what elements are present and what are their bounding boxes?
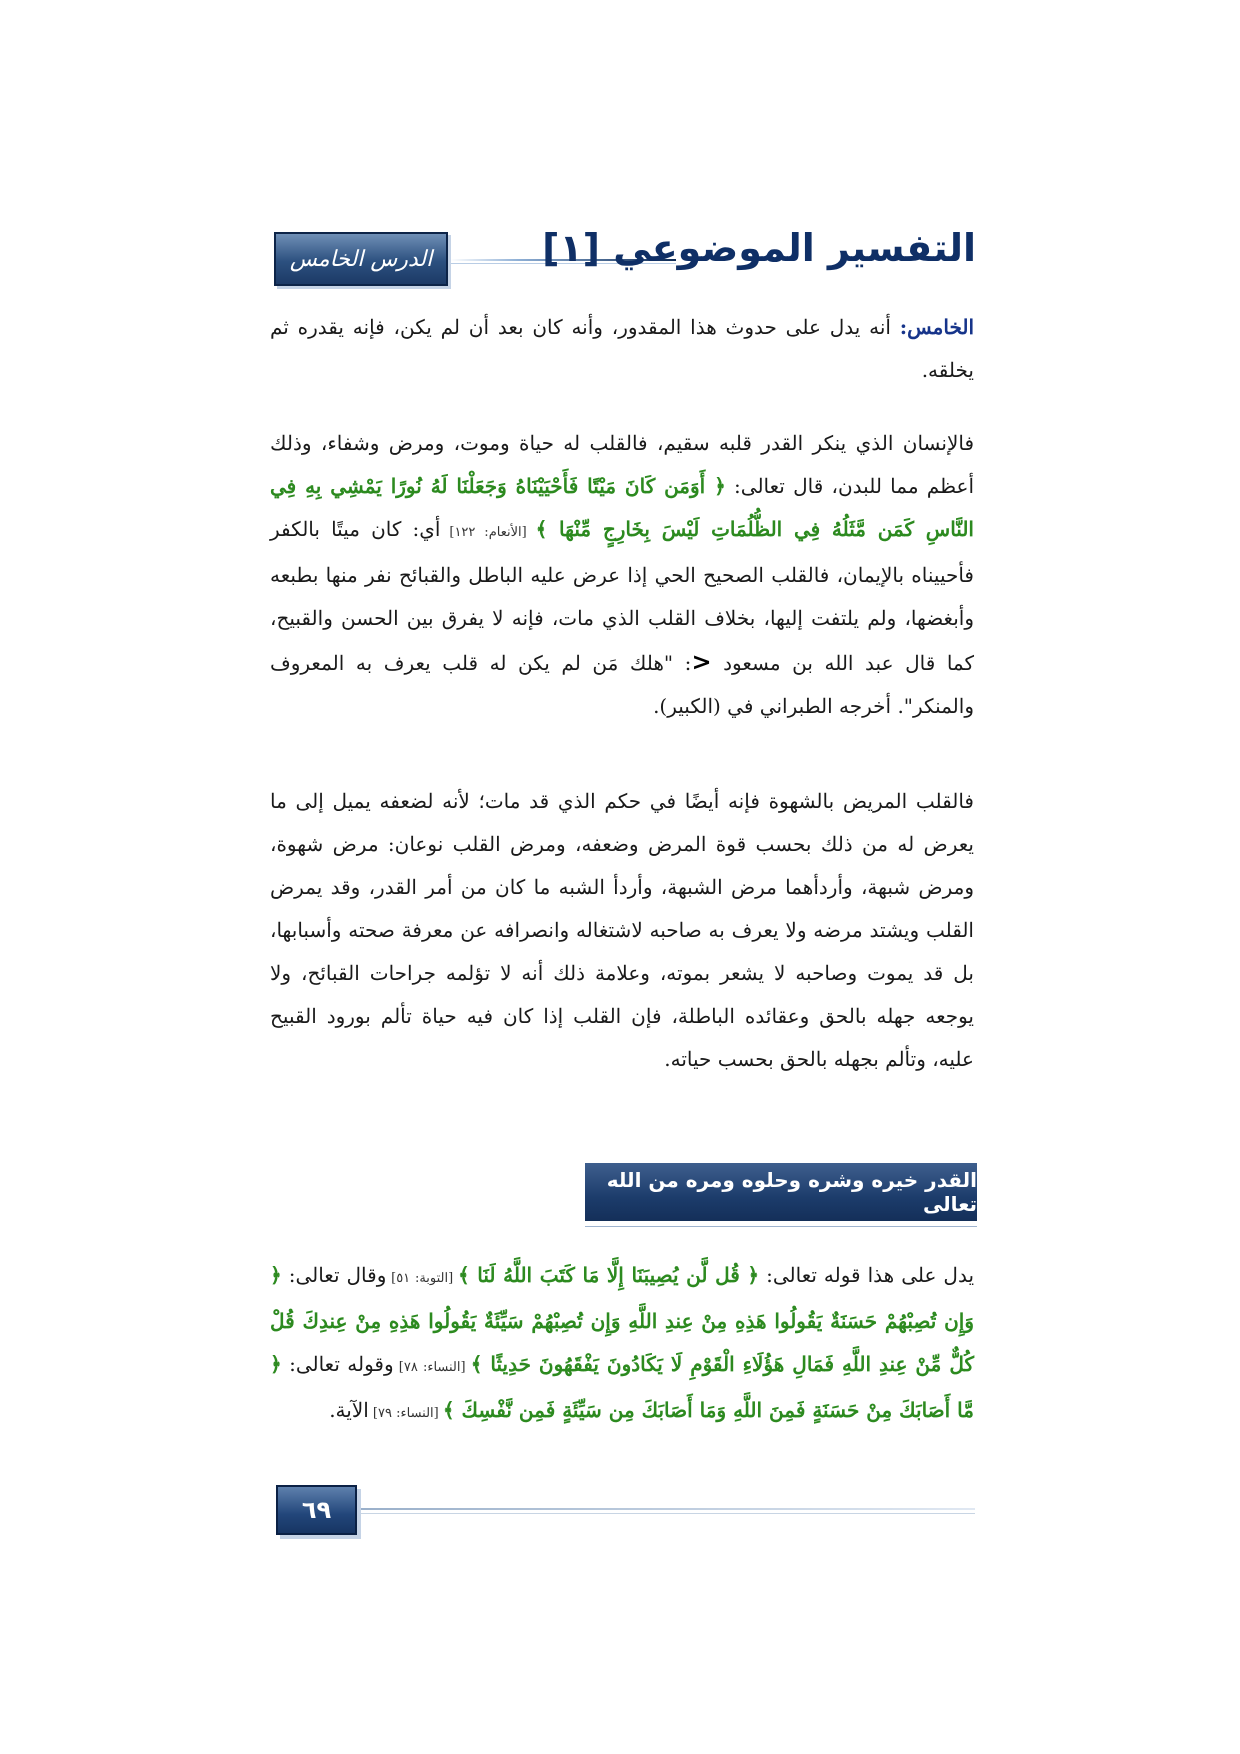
point-lead: الخامس: bbox=[899, 315, 974, 339]
paragraph-sick-heart bbox=[270, 780, 974, 1081]
paragraph-text: أي: كان ميتًا بالكفر فأحييناه بالإيمان، فالقلب الصحيح الحي إذا عرض عليه الباطل والقبائح نفر منها بطبعه وأبغضها، ولم يلتفت إليها، بخلاف القلب الذي مات، فإنه لا يفرق بين الحسن والقبيح، كما قال عبد الله بن مسعود bbox=[270, 517, 974, 675]
book-title: التفسير الموضوعي [١] bbox=[542, 226, 976, 270]
lesson-badge: الدرس الخامس bbox=[274, 232, 448, 286]
paragraph-text: فالقلب المريض بالشهوة فإنه أيضًا في حكم الذي قد مات؛ لأنه لضعفه يميل إلى ما يعرض له من ذلك بحسب قوة المرض وضعفه، ومرض القلب نوعان: مرض شهوة، ومرض شبهة، وأردأهما مرض الشبهة، وأردأ الشبه ما كان من أمر القدر، وقد يمرض القلب ويشتد مرضه ولا يعرف به صاحبه لاشتغاله وانصرافه عن معرفة صحته وأسبابها، بل قد يموت وصاحبه لا يشعر بموته، وعلامة ذلك أنه لا تؤلمه جراحات القبائح، ولا يوجعه جهله بالحق وعقائده الباطلة، فإن القلب إذا كان فيه حياة تألم بورود القبيح عليه، وتألم بجهله بالحق بحسب حياته. bbox=[270, 789, 974, 1071]
footer-divider-shadow bbox=[360, 1513, 975, 1514]
verse-reference: [التوبة: ٥١] bbox=[386, 1271, 458, 1286]
page-header bbox=[270, 226, 976, 290]
footer-divider bbox=[360, 1508, 975, 1510]
quran-verse: ﴿ أَوَمَن كَانَ مَيْتًا فَأَحْيَيْنَاهُ وَجَعَلْنَا لَهُ نُورًا يَمْشِي بِهِ فِي النَّاسِ كَمَن مَّثَلُهُ فِي الظُّلُمَاتِ لَيْسَ بِخَارِجٍ مِّنْهَا ﴾ bbox=[270, 474, 974, 541]
honorific-symbol: < bbox=[691, 647, 712, 676]
quran-verse: ﴿ وَإِن تُصِبْهُمْ حَسَنَةٌ يَقُولُوا هَذِهِ مِنْ عِندِ اللَّهِ وَإِن تُصِبْهُمْ سَيِّئَةٌ يَقُولُوا هَذِهِ مِنْ عِندِكَ قُلْ كُلٌّ مِّنْ عِندِ اللَّهِ فَمَالِ هَؤُلَاءِ الْقَوْمِ لَا يَكَادُونَ يَفْقَهُونَ حَدِيثًا ﴾ bbox=[270, 1263, 974, 1376]
verse-reference: [النساء: ٧٨] bbox=[393, 1360, 471, 1375]
paragraph-text: : "هلك مَن لم يكن له قلب يعرف به المعروف والمنكر". أخرجه الطبراني في (الكبير). bbox=[270, 651, 974, 718]
verse-reference: [الأنعام: ١٢٢] bbox=[440, 525, 536, 540]
paragraph-text: يدل على هذا قوله تعالى: bbox=[759, 1263, 975, 1287]
paragraph-text: وقال تعالى: bbox=[281, 1263, 387, 1287]
quran-verse: ﴿ قُل لَّن يُصِيبَنَا إِلَّا مَا كَتَبَ اللَّهُ لَنَا ﴾ bbox=[457, 1263, 760, 1287]
page-number: ٦٩ bbox=[276, 1485, 357, 1535]
paragraph-text: أنه يدل على حدوث هذا المقدور، وأنه كان بعد أن لم يكن، فإنه يقدره ثم يخلقه. bbox=[270, 315, 974, 382]
section-heading-underline bbox=[585, 1226, 977, 1227]
paragraph-text: فالإنسان الذي ينكر القدر قلبه سقيم، فالقلب له حياة وموت، ومرض وشفاء، وذلك أعظم مما للبدن، قال تعالى: bbox=[270, 431, 974, 498]
paragraph-qadar-evidence bbox=[270, 1254, 974, 1435]
section-heading: القدر خيره وشره وحلوه ومره من الله تعالى bbox=[585, 1163, 977, 1221]
paragraph-text: الآية. bbox=[329, 1398, 369, 1422]
quran-verse: ﴿ مَّا أَصَابَكَ مِنْ حَسَنَةٍ فَمِنَ اللَّهِ وَمَا أَصَابَكَ مِن سَيِّئَةٍ فَمِن نَّفْسِكَ ﴾ bbox=[270, 1352, 974, 1422]
paragraph-fifth-point bbox=[270, 306, 974, 392]
verse-reference: [النساء: ٧٩] bbox=[368, 1406, 443, 1421]
paragraph-heart-life bbox=[270, 422, 974, 728]
paragraph-text: وقوله تعالى: bbox=[281, 1352, 394, 1376]
